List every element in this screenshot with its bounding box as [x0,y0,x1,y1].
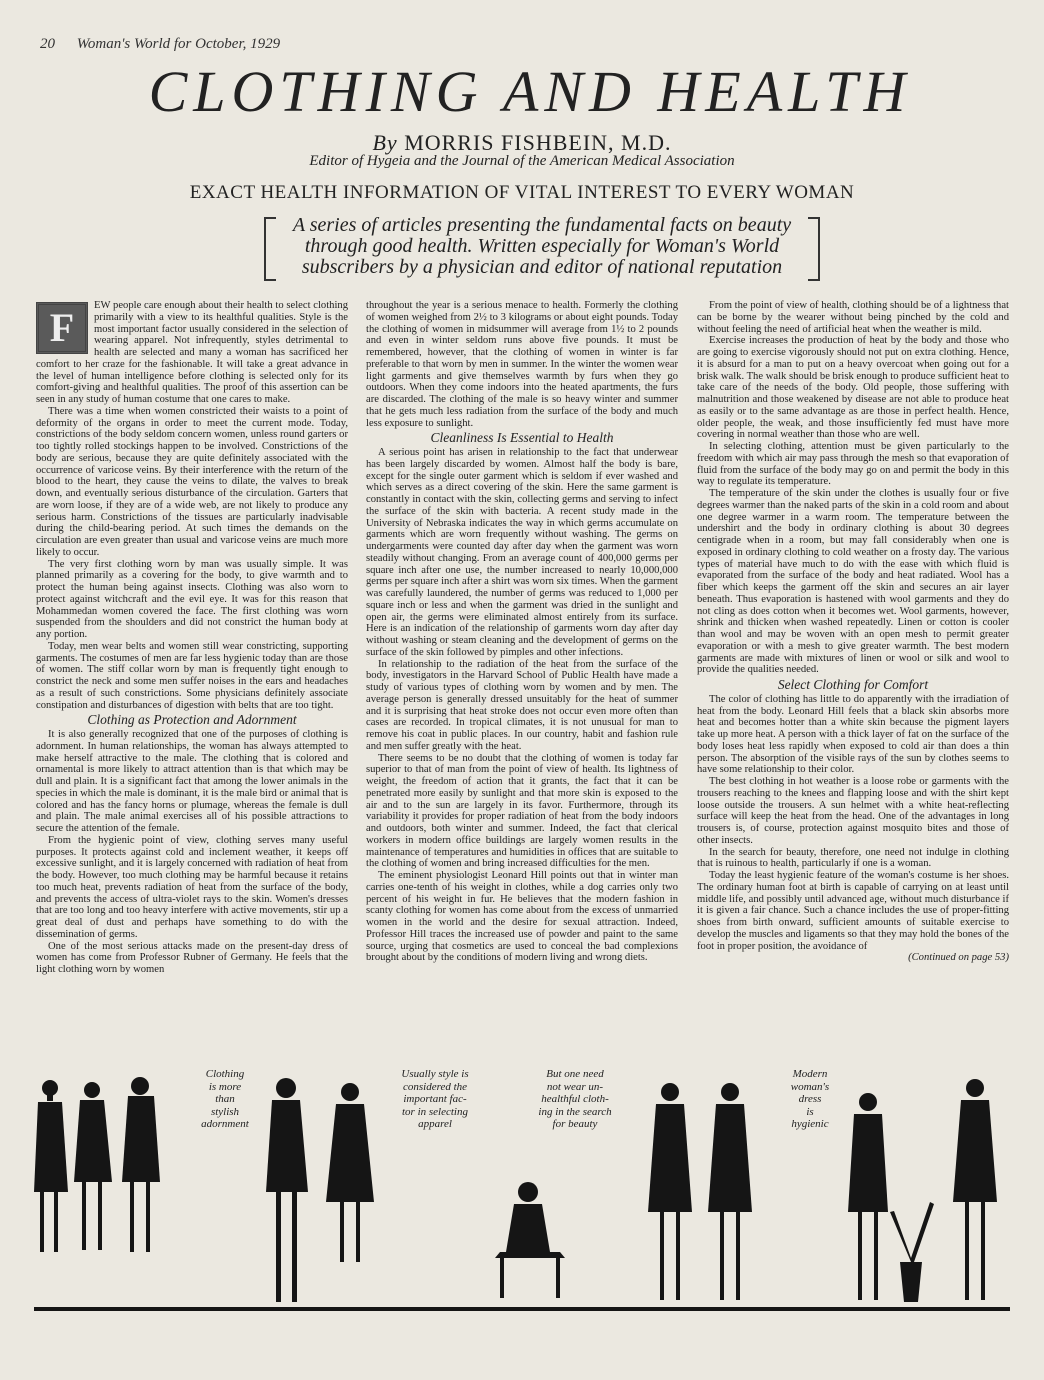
paragraph: Today the least hygienic feature of the woman's costume is her shoes. The ordinary human foot at birth is capable of carrying on at least until middle life, and possibly until advanced age, without much disturbance if it is given a fair chance. Such a chance includes the use of proper-fitting shoes from birth onward, sufficient amounts of suitable exercise to develop the muscles and ligaments so that they may hold the bones of the foot in proper position, the avoidance of [697,870,1009,952]
paragraph: The temperature of the skin under the clothes is usually four or five degrees warmer than the naked parts of the skin in a cold room and about one degree warmer in a warm room. The temperature between the undershirt and the body in ordinary clothing is about 30 degrees centigrade when in a room, but may fall considerably when one is exposed in ordinary clothing to cold weather on a frosty day. The various types of material have much to do with the ease with which fluid is evaporated from the surface of the body and heat radiated. Wool has a fiber which keeps the garment off the skin and secures an air layer beneath. Thus evaporation is hastened with wool garments and they do not cling as does cotton when it becomes wet. Wool garments, however, shrink and thicken when washed repeatedly. Linen or cotton is cooler than wool and may be woven with an open mesh to permit greater evaporation or with a mesh to give greater warmth. The best modern garments are made with mixtures of linen or wool or silk and wool to provide the qualities needed. [697,488,1009,676]
drop-cap: F [36,302,88,354]
silhouette-woman-5 [326,1083,374,1262]
page-number: 20 [40,36,55,52]
paragraph: The color of clothing has little to do apparently with the irradiation of heat from the body. Leonard Hill feels that a black skin absorbs more heat and becomes hotter than a white skin because the pigment layers take up more heat. A person with a thick layer of fat on the surface of the body loses heat less rapidly when exposed to cold air than does a thin person. The absorption of the visible rays of the sun by clothes seems to have some relationship to their color. [697,693,1009,776]
blurb-line: A series of articles presenting the fundamental facts on beauty [292,214,792,236]
blurb-line: subscribers by a physician and editor of national reputation [301,256,783,278]
silhouette-woman-1 [34,1080,68,1252]
article-column-3 [697,300,1009,1060]
illustration-caption: But one need not wear un- healthful cloth- ing in the search for beauty [538,1068,612,1130]
byline-prefix: By [372,130,398,155]
series-blurb [262,215,822,279]
silhouette-woman-3 [122,1077,160,1252]
page-header [40,36,280,53]
author-name: MORRIS FISHBEIN, M.D. [404,130,672,155]
paragraph: EW people care enough about their health to select clothing primarily with a view to its healthful qualities. Style is the most important factor usually considered in the selection of wearing apparel. Not infrequently, styles detrimental to health are selected and many a woman has sacrificed her comfort to her craze for the fashionable. It will take a great advance in the level of human intelligence before clothing is selected only for its comfort-giving and healthful qualities. The proof of this assertion can be seen in any study of human costume that one cares to make. [36,300,348,405]
paragraph: In selecting clothing, attention must be given particularly to the freedom with which air may pass through the mesh so that evaporation of fluid from the surface of the body may go on and permit the body in this way to regulate its temperature. [697,441,1009,488]
paragraph: In the search for beauty, therefore, one need not indulge in clothing that is ruinous to health, particularly if one is a woman. [697,846,1009,870]
article-subheading: EXACT HEALTH INFORMATION OF VITAL INTEREST TO EVERY WOMAN [189,182,855,203]
potted-plant [890,1202,934,1302]
paragraph: There was a time when women constricted their waists to a point of deformity of the organs in order to meet the current mode. Today, constrictions of the body seldom concern women, unless round garters or too tightly rolled stockings happen to be involved. Constrictions of the body are serious, because they are quite definitely associated with the occurrence of varicose veins. By their interference with the return of the blood to the heart, they cause the veins to dilate, the valves to break down, and eventually serious disturbance of the circulation. Garters that are worn loose, if they are of a wide web, are not likely to produce any serious harm. Constrictions of the tissues are particularly inadvisable during the child-bearing period. At such times the demands on the circulation are even greater than usual and varicose veins are much more likely to occur. [36,405,348,558]
paragraph: One of the most serious attacks made on the present-day dress of women has come from Professor Rubner of Germany. He feels that the light clothing worn by women [36,940,348,975]
silhouette-illustration [30,1062,1014,1322]
silhouette-woman-6 [648,1083,692,1300]
paragraph: From the hygienic point of view, clothing serves many useful purposes. It protects against cold and inclement weather, it keeps off excessive sunlight, and it is largely concerned with radiation of heat from the body. However, too much clothing may be harmful because it retains too much heat, prevents radiation of heat from the surface of the body, and prevents the access of ultra-violet rays to the skin. Women's dresses that are too long and too heavy interfere with active movements, stir up a great deal of dust and perhaps have something to do with the dissemination of germs. [36,834,348,940]
ground-line [34,1307,1010,1311]
paragraph: The best clothing in hot weather is a loose robe or garments with the trousers reaching to the knees and flapping loose and with the shirt kept loose outside the trousers. A sun helmet with a white heat-reflecting surface will keep the heat from the head. One of the advantages in long trousers is, of course, protection against mosquito bites and those of other insects. [697,776,1009,846]
silhouette-woman-9 [953,1079,997,1300]
paragraph: A serious point has arisen in relationship to the fact that underwear has been largely discarded by women. Almost half the body is bare, except for the single outer garment which is seldom if ever washed and which serves as a direct covering of the skin. Here the same garment is constantly in contact with the skin, collecting germs and serving to infect the surface of the skin with bacteria. A recent study made in the University of Nebraska indicates the way in which germs accumulate on garments which are worn frequently without washing. The germs on undergarments were counted day after day when the garment was worn steadily without changing. From an average count of 400,000 germs per square inch after one use, the number increased to nearly 10,000,000 germs per square inch after a shirt was worn six times. When the garment was carefully laundered, the number of germs was reduced to 1,000 per square inch or less and when the garment was dried in the sunlight and open air, the germs were eliminated almost entirely from its surface. Here is an indication of the relationship of garments worn day after day without washing or steam cleaning and the development of germs on the surface of the skin followed by pimples and other infections. [366,447,678,658]
illustration-caption: Clothing is more than stylish adornment [201,1068,249,1130]
paragraph: There seems to be no doubt that the clothing of women is today far superior to that of man from the point of view of health. Its lightness of weight, the freedom of action that it grants, the fact that it can be penetrated more easily by sunlight and that more skin is exposed to the air and to the sun are largely in its favor. Furthermore, through its variability it provides for proper radiation of heat from the body indoors and outdoors, both winter and summer. Indeed, the fact that clerical workers in modern office buildings are largely women results in the maintenance of temperatures and humidities in offices that are suitable to the clothing of women and bring increased difficulties for the men. [366,752,678,870]
silhouette-seated-woman [495,1182,565,1298]
article-title: CLOTHING AND HEALTH [148,59,912,124]
publication-line: Woman's World for October, 1929 [76,36,281,52]
illustration-caption: Usually style is considered the important fac- tor in selecting apparel [401,1068,469,1130]
paragraph: The very first clothing worn by man was usually simple. It was planned primarily as a covering for the body, to give warmth and to protect the human being against insects. Clothing was also worn to protect against witchcraft and the evil eye. It was for this reason that Mohammedan women covered the face. The first clothing was worn suspended from the shoulders and did not constrict the human body at any portion. [36,558,348,640]
bracket-left [264,217,276,281]
blurb-line: through good health. Written especially for Woman's World [304,235,780,257]
article-column-1 [36,300,348,1060]
author-title: Editor of Hygeia and the Journal of the American Medical Association [309,153,735,169]
silhouette-woman-4 [266,1078,308,1302]
continued-note: (Continued on page 53) [908,952,1009,964]
section-heading: Select Clothing for Comfort [777,677,929,692]
paragraph: throughout the year is a serious menace to health. Formerly the clothing of women weighed from 2½ to 3 kilograms or about eight pounds. Today the clothing of women in midsummer will average from 1½ to 2 pounds and even in winter seldom runs above five pounds. It must be remembered, however, that the clothing of women in winter is far preferable to that worn by men in summer. In the winter the women wear light garments and give themselves warmth by furs when they go outdoors. When they come indoors into the heated apartments, the furs are discarded. The clothing of the male is so heavy winter and summer that he gets much less radiation from the surface of the body and much less exposure to sunlight. [366,300,678,429]
silhouette-woman-2 [74,1082,112,1250]
paragraph: In relationship to the radiation of the heat from the surface of the body, investigators in the Harvard School of Public Health have made a study of various types of clothing worn by women and by men. The average person is generally dressed unsuitably for the heat of summer and it is surprising that heat stroke does not occur even more often than cases are recorded. In tropical climates, it is not unusual for man to remove his coat in public places. In our country, habit and fashion rule and men suffer greatly with the heat. [366,658,678,752]
section-heading: Clothing as Protection and Adornment [87,712,297,728]
section-heading: Cleanliness Is Essential to Health [430,430,614,446]
bracket-right [808,217,820,281]
paragraph: From the point of view of health, clothing should be of a lightness that can be borne by the wearer without being pinched by the cold and without feeling the need of artificial heat when the weather is mild. [697,300,1009,335]
illustration-caption: Modern woman's dress is hygienic [790,1068,830,1130]
paragraph: It is also generally recognized that one of the purposes of clothing is adornment. In human relationships, the woman has always attempted to make herself attractive to the male. The clothing that is colored and ornamental is more likely to attract attention than is that which may be dull and plain. It is a significant fact that among the lower animals in the species in which the male is dominant, it is the male bird or animal that is colored and has the fancy horns or plumage, whereas the female is dull and plain. The male animal exercises all of his possible attractions to secure the attention of the female. [36,729,348,834]
silhouette-woman-7 [708,1083,752,1300]
paragraph: The eminent physiologist Leonard Hill points out that in winter man carries one-tenth of his weight in clothes, while a dog carries only two percent of his weight in fur. He believes that the modern fashion in scanty clothing for women has come about from the excess of unmarried women in the world and the desire for sexual attraction. Indeed, Professor Hill traces the increased use of powder and paint to the same source, urging that cosmetics are used to conceal the bad complexions brought about by the conditions of modern living and wrong diets. [366,870,678,964]
paragraph: Exercise increases the production of heat by the body and those who are going to exercise vigorously should not put on extra clothing. Hence, it is absurd for a man to put on a heavy overcoat when going out for a brisk walk. The walk should be brisk enough to produce sufficient heat to take care of the needs of the body. Old people, those suffering with malnutrition and those weakened by disease are not able to produce heat as easily or to the same advantage as are those in perfect health. Hence, older people, the weak, and those insufficiently fed must have more covering in normal weather than those who are well. [697,335,1009,441]
paragraph: Today, men wear belts and women still wear constricting, supporting garments. The costumes of men are far less hygienic today than are those of women. The stiff collar worn by man is frequently tight enough to constrict the neck and some men suffer noises in the ears and headaches as a result of such constrictions. Some physicians definitely associate constipation and disturbances of digestion with belts that are too tight. [36,640,348,711]
article-column-2 [366,300,678,1060]
